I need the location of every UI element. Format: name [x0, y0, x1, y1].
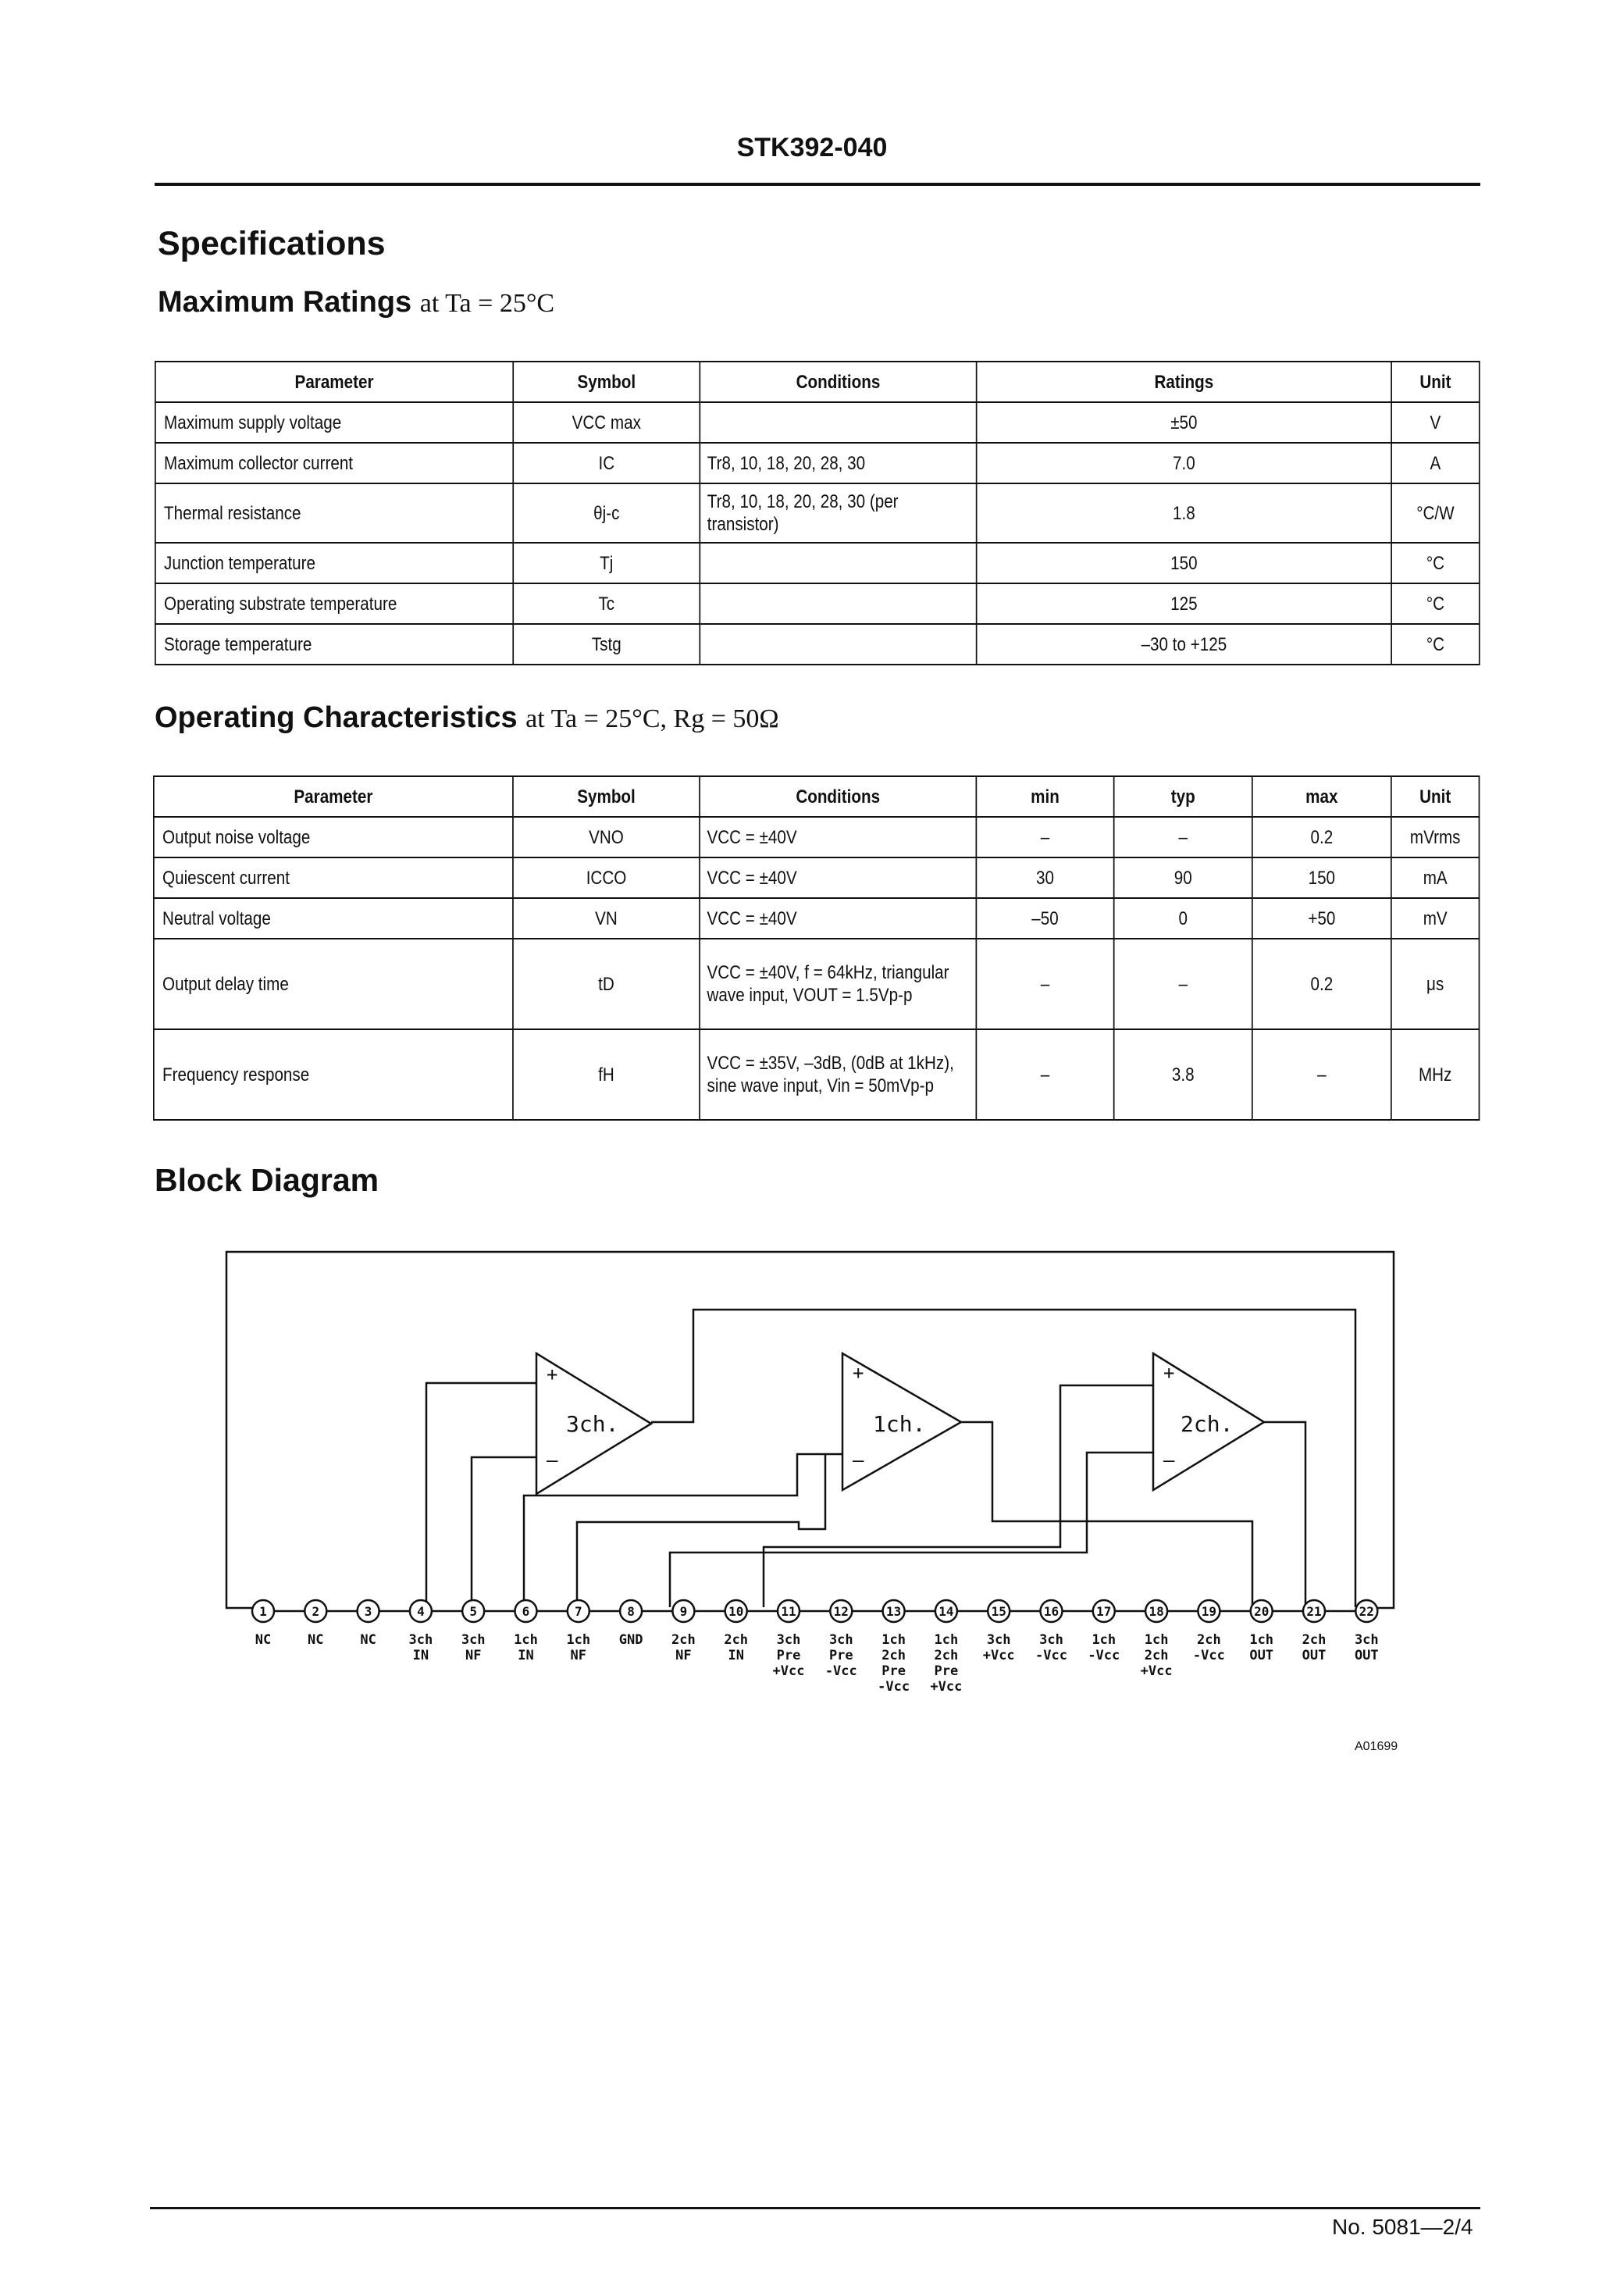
pin-label: +Vcc — [1140, 1663, 1173, 1679]
col-header: Parameter — [155, 362, 513, 402]
pin-16 — [1035, 1600, 1067, 1663]
pin-label: 2ch — [671, 1632, 696, 1648]
pin-label: 3ch — [828, 1632, 853, 1648]
conditions-cell — [700, 624, 976, 665]
pin-13 — [878, 1600, 910, 1695]
pin-label: 2ch — [881, 1648, 906, 1663]
pin-12 — [825, 1600, 857, 1679]
wire-1ch-in — [524, 1454, 842, 1607]
pin-label: -Vcc — [878, 1679, 910, 1695]
col-header: max — [1252, 776, 1391, 817]
pin-label: 1ch — [514, 1632, 538, 1648]
pin-label: Pre — [828, 1648, 853, 1663]
symbol-cell: Tj — [513, 543, 700, 583]
maximum-ratings-heading — [158, 286, 554, 319]
pin-1 — [252, 1600, 274, 1648]
pin-number: 6 — [522, 1604, 530, 1619]
pin-22 — [1355, 1600, 1379, 1663]
pin-8 — [619, 1600, 643, 1648]
pin-number: 21 — [1306, 1604, 1322, 1619]
pin-label: 3ch — [1354, 1632, 1379, 1648]
typ-cell: – — [1114, 939, 1252, 1029]
table-row — [155, 624, 1480, 665]
pin-label: +Vcc — [982, 1648, 1015, 1663]
pin-number: 7 — [574, 1604, 582, 1619]
table-row — [154, 817, 1480, 857]
ratings-cell: 1.8 — [977, 483, 1391, 543]
unit-cell: V — [1391, 402, 1480, 443]
pin-label: OUT — [1302, 1648, 1327, 1663]
pin-label: OUT — [1249, 1648, 1274, 1663]
pin-number: 22 — [1359, 1604, 1374, 1619]
pin-label: -Vcc — [824, 1663, 857, 1679]
table-row — [154, 898, 1480, 939]
pin-label: 2ch — [1302, 1632, 1327, 1648]
unit-cell: °C — [1391, 543, 1480, 583]
amp-label: 1ch. — [873, 1411, 926, 1437]
max-cell: 0.2 — [1252, 939, 1391, 1029]
pin-number: 20 — [1254, 1604, 1270, 1619]
pin-label: 1ch — [1092, 1632, 1116, 1648]
unit-cell: °C — [1391, 583, 1480, 624]
pin-label: 1ch — [1249, 1632, 1274, 1648]
pin-number: 11 — [781, 1604, 796, 1619]
symbol-cell: tD — [513, 939, 700, 1029]
wire-2ch-nf — [670, 1453, 1153, 1607]
pin-number: 16 — [1043, 1604, 1060, 1619]
conditions-cell: VCC = ±40V — [700, 857, 976, 898]
amp-label: 3ch. — [566, 1411, 619, 1437]
col-header: Unit — [1391, 362, 1480, 402]
pin-19 — [1193, 1600, 1225, 1663]
col-header: Symbol — [513, 776, 700, 817]
pin-label: NF — [675, 1648, 692, 1663]
pin-label: -Vcc — [1192, 1648, 1225, 1663]
conditions-cell: VCC = ±35V, –3dB, (0dB at 1kHz), sine wave input, Vin = 50mVp-p — [700, 1029, 976, 1120]
parameter-cell: Junction temperature — [155, 543, 513, 583]
pin-label: 3ch — [776, 1632, 801, 1648]
typ-cell: 90 — [1114, 857, 1252, 898]
pin-number: 5 — [469, 1604, 478, 1619]
pin-label: 3ch — [461, 1632, 486, 1648]
wire-3ch-nf — [472, 1457, 536, 1607]
amp-plus: + — [853, 1362, 864, 1384]
symbol-cell: VNO — [513, 817, 700, 857]
table-row — [155, 402, 1480, 443]
conditions-cell: VCC = ±40V, f = 64kHz, triangular wave input, VOUT = 1.5Vp-p — [700, 939, 976, 1029]
pin-15 — [983, 1600, 1015, 1663]
pin-number: 14 — [938, 1604, 954, 1619]
pin-label: 1ch — [881, 1632, 906, 1648]
pin-label: Pre — [776, 1648, 801, 1663]
pin-10 — [724, 1600, 748, 1663]
operating-characteristics-condition: at Ta = 25°C, Rg = 50Ω — [525, 704, 779, 733]
wire-1ch-nf — [577, 1453, 825, 1607]
table-row — [154, 1029, 1480, 1120]
maximum-ratings-title: Maximum Ratings — [158, 286, 412, 319]
ratings-cell: ±50 — [977, 402, 1391, 443]
amp-1ch — [842, 1353, 961, 1490]
parameter-cell: Output noise voltage — [154, 817, 513, 857]
amp-plus: + — [547, 1364, 558, 1385]
pin-number: 19 — [1201, 1604, 1217, 1619]
col-header: Conditions — [700, 776, 976, 817]
pin-number: 10 — [728, 1604, 744, 1619]
pin-label: 2ch — [1197, 1632, 1221, 1648]
conditions-cell: VCC = ±40V — [700, 817, 976, 857]
table-row — [155, 443, 1480, 483]
symbol-cell: VN — [513, 898, 700, 939]
pin-label: -Vcc — [1035, 1648, 1067, 1663]
pin-18 — [1141, 1600, 1173, 1679]
pin-17 — [1088, 1600, 1120, 1663]
pin-number: 2 — [312, 1604, 320, 1619]
unit-cell: mVrms — [1391, 817, 1480, 857]
symbol-cell: Tc — [513, 583, 700, 624]
symbol-cell: ICCO — [513, 857, 700, 898]
operating-characteristics-heading — [155, 701, 779, 735]
max-cell: – — [1252, 1029, 1391, 1120]
table-row — [154, 939, 1480, 1029]
symbol-cell: Tstg — [513, 624, 700, 665]
pin-label: -Vcc — [1088, 1648, 1120, 1663]
pin-6 — [514, 1600, 538, 1663]
pin-9 — [671, 1600, 696, 1663]
pin-21 — [1302, 1600, 1327, 1663]
pin-label: 1ch — [1144, 1632, 1169, 1648]
pin-label: Pre — [881, 1663, 906, 1679]
pin-label: IN — [518, 1648, 534, 1663]
conditions-cell: Tr8, 10, 18, 20, 28, 30 — [700, 443, 976, 483]
operating-characteristics-title: Operating Characteristics — [155, 701, 518, 734]
unit-cell: μs — [1391, 939, 1480, 1029]
symbol-cell: fH — [513, 1029, 700, 1120]
pin-label: 3ch — [408, 1632, 433, 1648]
pin-label: NF — [465, 1648, 482, 1663]
maximum-ratings-table — [155, 361, 1480, 665]
col-header: Ratings — [977, 362, 1391, 402]
conditions-cell: Tr8, 10, 18, 20, 28, 30 (per transistor) — [700, 483, 976, 543]
min-cell: – — [976, 1029, 1113, 1120]
header-rule — [155, 183, 1480, 186]
parameter-cell: Quiescent current — [154, 857, 513, 898]
wire-3ch-out — [651, 1310, 1355, 1607]
table-row — [155, 483, 1480, 543]
pin-label: OUT — [1354, 1648, 1379, 1663]
pin-label: 3ch — [1039, 1632, 1063, 1648]
col-header: Conditions — [700, 362, 976, 402]
pin-3 — [358, 1600, 379, 1648]
table-row — [154, 857, 1480, 898]
footer-rule — [150, 2207, 1480, 2209]
amp-plus: + — [1163, 1362, 1175, 1384]
pin-number: 8 — [627, 1604, 635, 1619]
conditions-cell — [700, 543, 976, 583]
wire-2ch-out — [1264, 1422, 1305, 1607]
min-cell: – — [976, 817, 1113, 857]
wire-2ch-in — [764, 1385, 1153, 1607]
max-cell: +50 — [1252, 898, 1391, 939]
symbol-cell: θj-c — [513, 483, 700, 543]
pin-4 — [409, 1600, 433, 1663]
pin-number: 3 — [364, 1604, 372, 1619]
parameter-cell: Frequency response — [154, 1029, 513, 1120]
pin-2 — [304, 1600, 326, 1648]
col-header: Unit — [1391, 776, 1480, 817]
amp-label: 2ch. — [1181, 1411, 1234, 1437]
operating-characteristics-table — [153, 775, 1480, 1121]
parameter-cell: Thermal resistance — [155, 483, 513, 543]
symbol-cell: VCC max — [513, 402, 700, 443]
parameter-cell: Storage temperature — [155, 624, 513, 665]
pin-number: 13 — [885, 1604, 902, 1619]
pin-label: IN — [728, 1648, 744, 1663]
col-header: min — [976, 776, 1113, 817]
ratings-cell: 125 — [977, 583, 1391, 624]
pin-label: 3ch — [986, 1632, 1011, 1648]
pin-label: NC — [255, 1632, 272, 1648]
parameter-cell: Output delay time — [154, 939, 513, 1029]
typ-cell: – — [1114, 817, 1252, 857]
col-header: typ — [1114, 776, 1252, 817]
pin-label: GND — [618, 1632, 643, 1648]
pin-label: NC — [308, 1632, 324, 1648]
ratings-cell: 150 — [977, 543, 1391, 583]
pin-label: 2ch — [1144, 1648, 1169, 1663]
pin-number: 9 — [679, 1604, 688, 1619]
amp-3ch — [536, 1353, 651, 1494]
pin-label: 1ch — [934, 1632, 959, 1648]
ratings-cell: 7.0 — [977, 443, 1391, 483]
pin-number: 4 — [417, 1604, 425, 1619]
parameter-cell: Operating substrate temperature — [155, 583, 513, 624]
pin-label: 1ch — [566, 1632, 591, 1648]
parameter-cell: Neutral voltage — [154, 898, 513, 939]
max-cell: 0.2 — [1252, 817, 1391, 857]
col-header: Parameter — [154, 776, 513, 817]
pin-label: 2ch — [724, 1632, 749, 1648]
page-number: No. 5081—2/4 — [1332, 2215, 1473, 2239]
min-cell: – — [976, 939, 1113, 1029]
pin-label: Pre — [934, 1663, 959, 1679]
pin-number: 1 — [259, 1604, 267, 1619]
symbol-cell: IC — [513, 443, 700, 483]
pin-14 — [930, 1600, 962, 1695]
page-title: Specifications — [158, 225, 386, 262]
conditions-cell — [700, 583, 976, 624]
unit-cell: mA — [1391, 857, 1480, 898]
conditions-cell — [700, 402, 976, 443]
pin-row — [252, 1600, 1379, 1695]
pin-number: 18 — [1149, 1604, 1164, 1619]
unit-cell: mV — [1391, 898, 1480, 939]
pin-number: 12 — [833, 1604, 849, 1619]
typ-cell: 3.8 — [1114, 1029, 1252, 1120]
pin-label: IN — [412, 1648, 429, 1663]
pin-label: +Vcc — [930, 1679, 963, 1695]
wire-3ch-in — [426, 1383, 536, 1607]
min-cell: –50 — [976, 898, 1113, 939]
pin-number: 15 — [991, 1604, 1006, 1619]
ratings-cell: –30 to +125 — [977, 624, 1391, 665]
block-diagram-title: Block Diagram — [155, 1162, 379, 1198]
typ-cell: 0 — [1114, 898, 1252, 939]
pin-5 — [461, 1600, 486, 1663]
pin-number: 17 — [1096, 1604, 1112, 1619]
block-diagram — [219, 1240, 1405, 1740]
unit-cell: °C/W — [1391, 483, 1480, 543]
pin-label: NC — [360, 1632, 376, 1648]
amp-2ch — [1153, 1353, 1264, 1490]
amp-minus: – — [1163, 1449, 1175, 1471]
min-cell: 30 — [976, 857, 1113, 898]
amp-minus: – — [853, 1449, 864, 1471]
amp-minus: – — [547, 1449, 558, 1471]
unit-cell: A — [1391, 443, 1480, 483]
pin-7 — [566, 1600, 590, 1663]
maximum-ratings-condition: at Ta = 25°C — [419, 289, 555, 318]
figure-id: A01699 — [1355, 1740, 1398, 1753]
conditions-cell: VCC = ±40V — [700, 898, 976, 939]
pin-11 — [773, 1600, 805, 1679]
pin-label: 2ch — [934, 1648, 959, 1663]
max-cell: 150 — [1252, 857, 1391, 898]
pin-label: +Vcc — [772, 1663, 805, 1679]
unit-cell: °C — [1391, 624, 1480, 665]
parameter-cell: Maximum supply voltage — [155, 402, 513, 443]
table-row — [155, 543, 1480, 583]
col-header: Symbol — [513, 362, 700, 402]
parameter-cell: Maximum collector current — [155, 443, 513, 483]
pin-label: NF — [570, 1648, 587, 1663]
pin-20 — [1249, 1600, 1273, 1663]
document-id: STK392-040 — [736, 133, 888, 162]
table-row — [155, 583, 1480, 624]
unit-cell: MHz — [1391, 1029, 1480, 1120]
